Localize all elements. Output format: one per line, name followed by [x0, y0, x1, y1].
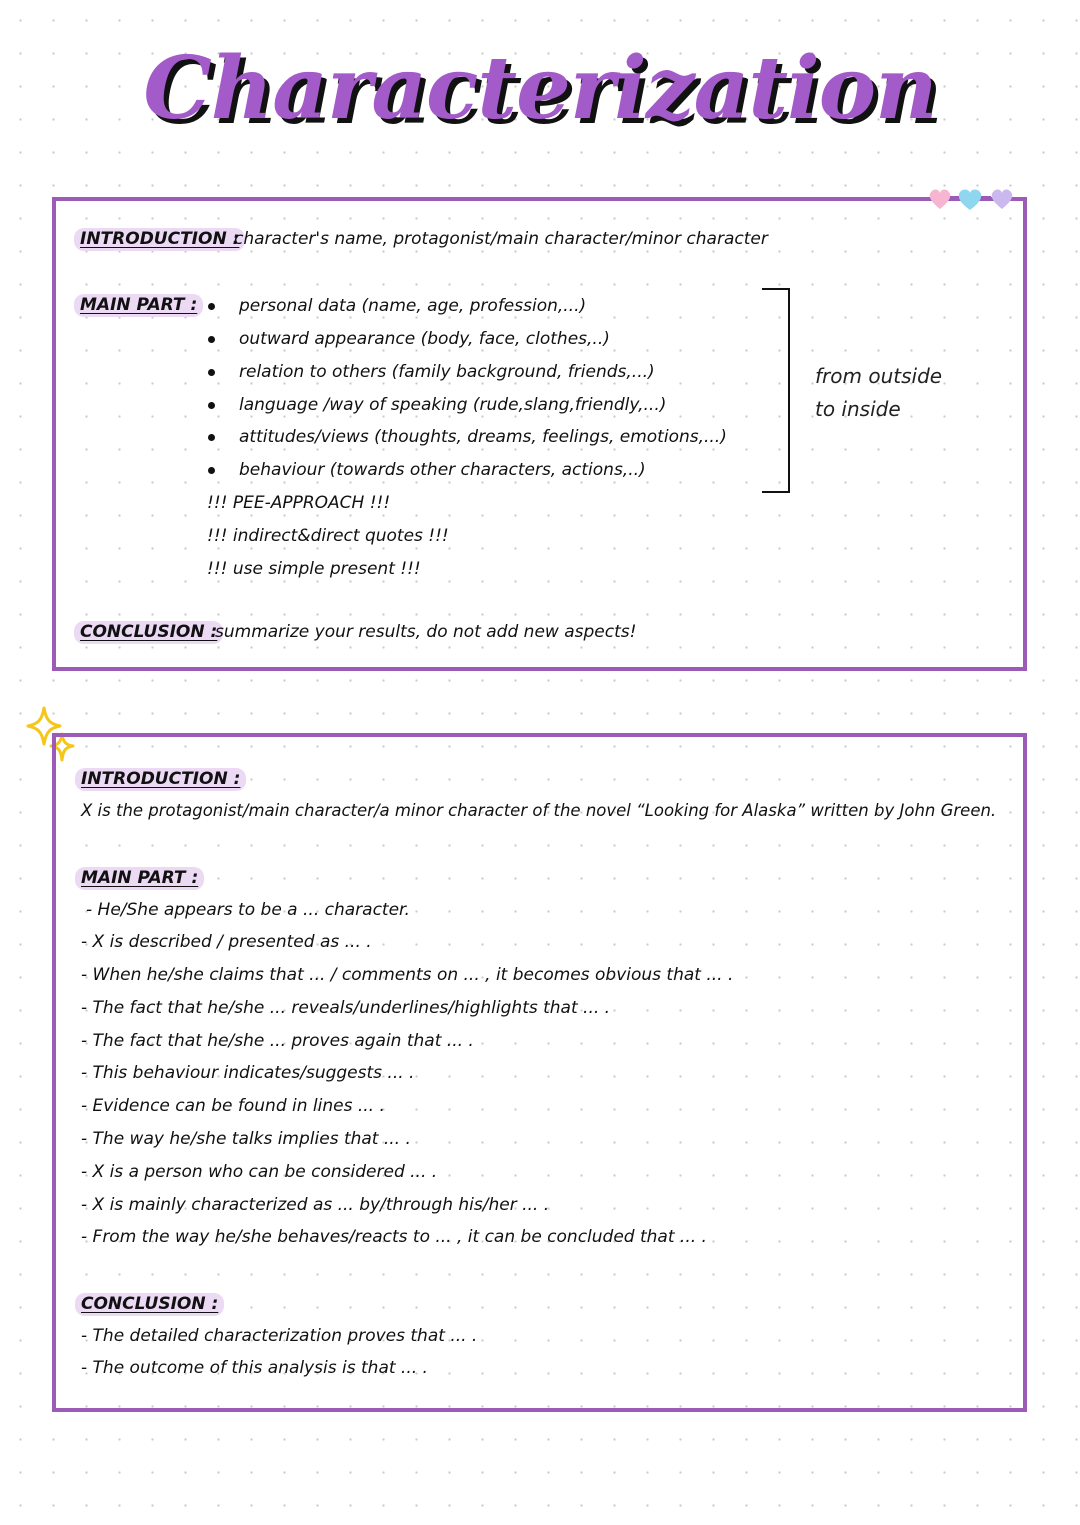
phrase-item: - Evidence can be found in lines ... .	[81, 1096, 385, 1116]
phrase-item: - He/She appears to be a ... character.	[86, 900, 410, 920]
list-item: relation to others (family background, friends,...)	[239, 362, 655, 382]
list-item: attitudes/views (thoughts, dreams, feelings, emotions,...)	[239, 427, 727, 447]
phrase-item: - From the way he/she behaves/reacts to ... , it can be concluded that ... .	[81, 1227, 707, 1247]
main-part-label: MAIN PART :	[74, 294, 203, 317]
bullet-icon	[208, 467, 215, 474]
list-item: language /way of speaking (rude,slang,friendly,...)	[239, 395, 667, 415]
hearts-icon	[926, 185, 1018, 213]
conclusion-label: CONCLUSION :	[75, 1293, 224, 1316]
side-note-line-1: from outside	[815, 364, 943, 388]
note-pee: !!! PEE-APPROACH !!!	[207, 493, 391, 513]
phrase-item: - The fact that he/she ... reveals/underlines/highlights that ... .	[81, 998, 611, 1018]
bullet-icon	[208, 369, 215, 376]
bullet-icon	[208, 402, 215, 409]
list-item: behaviour (towards other characters, actions,..)	[239, 460, 646, 480]
intro-label: INTRODUCTION :	[75, 768, 246, 791]
conclusion-phrase: - The outcome of this analysis is that ... .	[81, 1358, 428, 1378]
phrase-item: - When he/she claims that ... / comments on ... , it becomes obvious that ... .	[81, 965, 734, 985]
phrase-item: - X is a person who can be considered ... .	[81, 1162, 438, 1182]
phrase-item: - X is described / presented as ... .	[81, 932, 372, 952]
phrase-item: - X is mainly characterized as ... by/through his/her ... .	[81, 1195, 550, 1215]
bullet-icon	[208, 336, 215, 343]
conclusion-phrase: - The detailed characterization proves that ... .	[81, 1326, 478, 1346]
phrase-item: - The fact that he/she ... proves again that ... .	[81, 1031, 474, 1051]
main-part-label: MAIN PART :	[75, 867, 204, 890]
bullet-icon	[208, 303, 215, 310]
conclusion-text: summarize your results, do not add new aspects!	[215, 622, 637, 642]
phrase-item: - This behaviour indicates/suggests ... .	[81, 1063, 415, 1083]
conclusion-label: CONCLUSION :	[74, 621, 223, 644]
intro-text: character's name, protagonist/main character/minor character	[234, 229, 768, 249]
phrase-item: - The way he/she talks implies that ... .	[81, 1129, 411, 1149]
list-item: outward appearance (body, face, clothes,..)	[239, 329, 610, 349]
bracket	[762, 288, 790, 493]
side-note-line-2: to inside	[815, 397, 901, 421]
intro-sentence: X is the protagonist/main character/a minor character of the novel “Looking for Alaska” written by John Green.	[81, 801, 997, 820]
note-tense: !!! use simple present !!!	[207, 559, 421, 579]
intro-label: INTRODUCTION :	[74, 228, 245, 251]
note-quotes: !!! indirect&direct quotes !!!	[207, 526, 449, 546]
page-title: Characterization	[143, 38, 937, 139]
bullet-icon	[208, 434, 215, 441]
list-item: personal data (name, age, profession,...)	[239, 296, 587, 316]
